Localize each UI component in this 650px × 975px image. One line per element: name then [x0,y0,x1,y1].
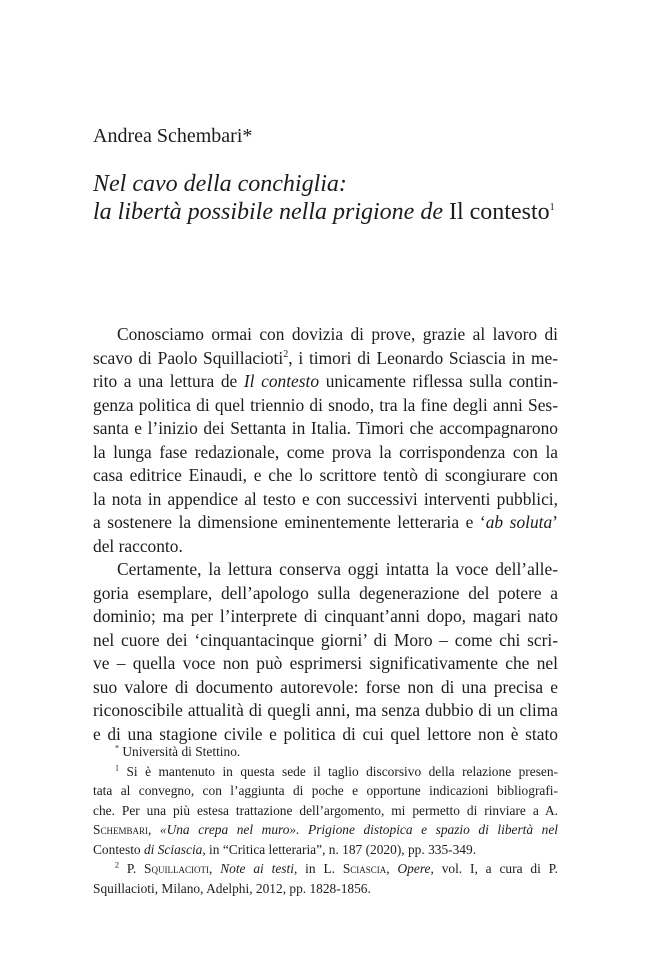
title-footnote-ref: 1 [549,202,555,213]
body-line: e di una stagione civile e politica di cui quel lettore non è stato [93,723,558,744]
footnote-line: Schembari, «Una crepa nel muro». Prigione distopica e spazio di libertà nel [93,822,559,837]
author-name: Andrea Schembari* [93,125,253,147]
body-line: dominio; ma per l’interprete di cinquant’anni dopo, magari nato [93,606,558,626]
body-line: nel cuore dei ‘cinquantacinque giorni’ di Moro – come chi scri- [93,629,558,650]
footnote-line: tata al convegno, con l’aggiunta di poche e opportune indicazioni bibliografi- [93,783,558,798]
work-title: Il contesto [243,371,320,391]
title-work-name: Il contesto [448,199,550,225]
footnote-line: che. Per una più estesa trattazione dell’argomento, mi permetto di rinviare a A. [93,802,558,818]
footnote-line: Squillacioti, Milano, Adelphi, 2012, pp. 1828-1856. [93,880,371,896]
body-line: genza politica di quel triennio di snodo, tra la fine degli anni Ses- [93,394,558,415]
body-text [93,323,558,746]
article-title [93,170,555,226]
title-line-2 [93,198,555,226]
body-line: casa editrice Einaudi, e che lo scrittore tentò di scongiurare con [93,465,558,485]
body-line: la lunga fase redazionale, come prova la corrispondenza con la [93,441,558,462]
body-line: riconoscibile attualità di quegli anni, ma senza dubbio di un clima [93,700,558,720]
body-line: la nota in appendice al testo e con successivi interventi pubblici, [93,488,558,509]
title-line-2-italic: la libertà possibile nella prigione de [93,199,449,225]
body-line: ve – quella voce non può esprimersi significativamente che nel [93,653,558,673]
footnotes [93,742,558,898]
body-line: santa e l’inizio dei Settanta in Italia. Timori che accompagnarono [93,418,558,438]
body-line: a sostenere la dimensione eminentemente letteraria e ‘ab soluta’ [93,512,558,532]
footnote-1: $^1$ Si è mantenuto in questa sede il taglio discorsivo della relazione presen- [115,763,558,779]
footnote-2: $^2$ P. Squillacioti, Note ai testi, in L. Sciascia, Opere, vol. I, a cura di P. [115,860,558,876]
footnote-affiliation: * Università di Stettino. [115,743,241,759]
title-line-1: Nel cavo della conchiglia: [93,171,347,197]
body-line: rito a una lettura de Il contesto unicamente riflessa sulla contin- [93,371,558,391]
body-line: Certamente, la lettura conserva oggi intatta la voce dell’alle- [117,559,558,579]
footnote-line: Contesto di Sciascia, in “Critica letteraria”, n. 187 (2020), pp. 335-349. [93,841,477,857]
body-line: Conosciamo ormai con dovizia di prove, grazie al lavoro di [117,324,558,344]
footnote-ref: 2 [283,348,289,360]
body-line: del racconto. [93,535,183,556]
body-line: suo valore di documento autorevole: forse non di una precisa e [93,676,558,697]
body-line: goria esemplare, dell’apologo sulla degenerazione del potere a [93,582,558,603]
body-line: scavo di Paolo Squillacioti$^2$, i timori di Leonardo Sciascia in me- [93,347,559,368]
